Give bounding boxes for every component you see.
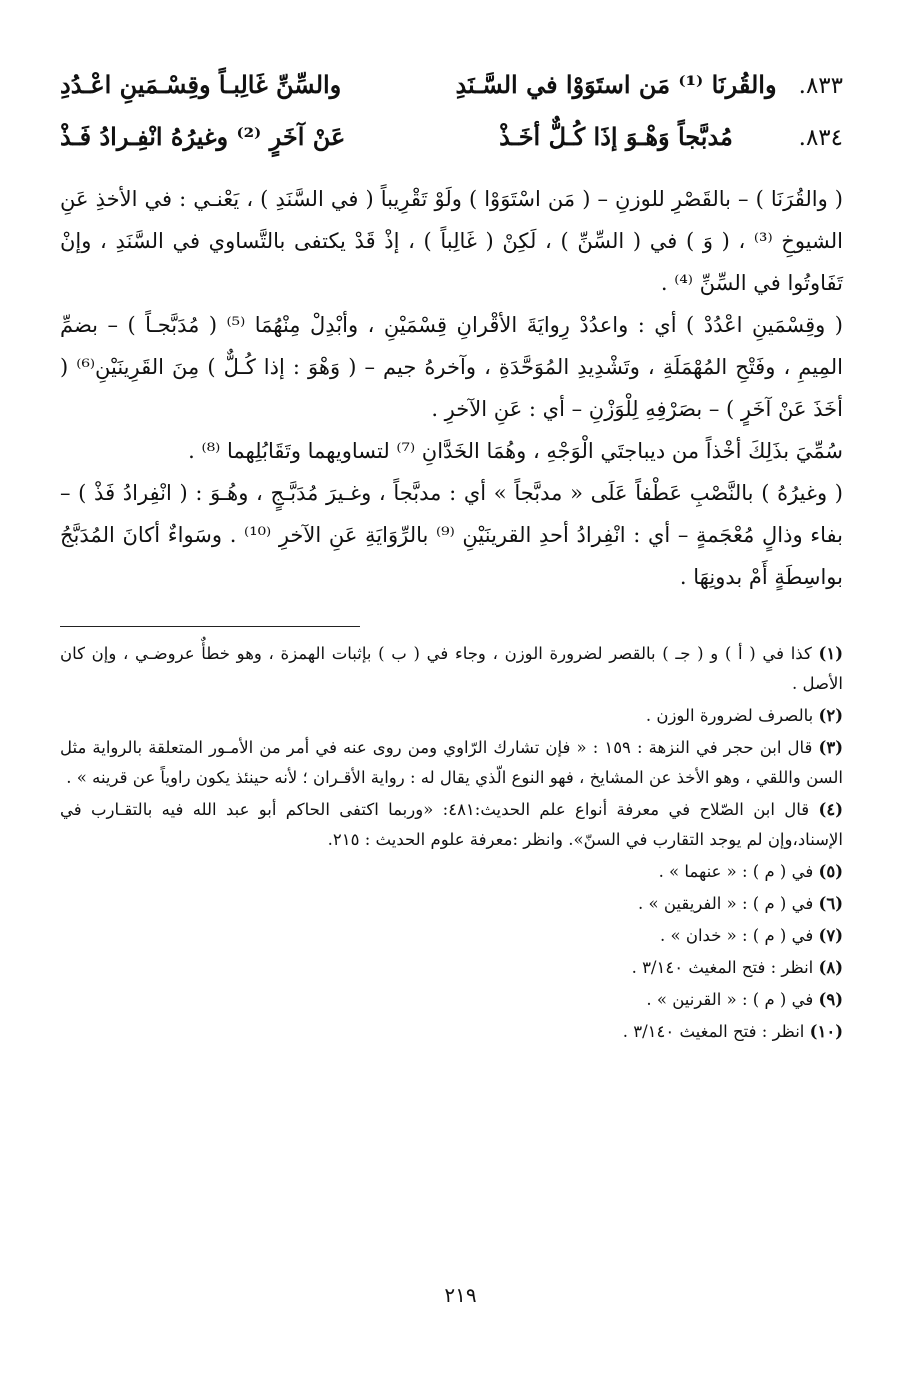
footnote — [60, 953, 843, 983]
verse-number: ٨٣٤. — [798, 125, 843, 151]
verse-hemistich-first: مُدبَّجاً وَهْـوَ إذَا كُـلٌّ أخَـذْ — [499, 122, 733, 151]
footnote-label: (٧) — [818, 926, 843, 945]
footnote — [60, 1017, 843, 1047]
footnote-label: (٥) — [818, 862, 843, 881]
footnote-text: في ( م ) : « الفريقين » . — [638, 894, 814, 913]
footnote-text: في ( م ) : « خدان » . — [660, 926, 814, 945]
footnote-text: في ( م ) : « عنهما » . — [658, 862, 814, 881]
footnote-text: كذا في ( أ ) و ( جـ ) بالقصر لضرورة الوزن ، وجاء في ( ب ) بإثبات الهمزة ، وهو خطأٌ عروضـي ، وإن كان الأصل . — [60, 644, 843, 693]
footnote-text: بالصرف لضرورة الوزن . — [645, 706, 814, 725]
footnote-label: (٩) — [818, 990, 843, 1009]
footnote-label: (١) — [818, 644, 843, 663]
footnote-text: قال ابن الصّلاح في معرفة أنواع علم الحديث:٤٨١: «وربما اكتفى الحاكم أبو عبد الله فيه بالتقـارب في الإسناد،وإن لم يوجد التقارب في السنّ». وانظر :معرفة علوم الحديث : ٢١٥. — [60, 800, 843, 849]
commentary-paragraph: سُمِّيَ بذَلِكَ أخْذاً من ديباجتَي الْوَجْهِ ، وهُمَا الخَدَّانِ ⁽⁷⁾ لتساويهما وتَقَابُلِهما ⁽⁸⁾ . — [188, 439, 843, 463]
footnote-text: في ( م ) : « القرنين » . — [646, 990, 814, 1009]
footnote-text: انظر : فتح المغيث ٣/١٤٠ . — [631, 958, 814, 977]
verse-hemistich-first: والقُرنَا ⁽¹⁾ مَن استَوَوْا في السَّـنَدِ — [455, 70, 777, 99]
verse-833 — [60, 70, 843, 122]
footnote — [60, 921, 843, 951]
footnote — [60, 985, 843, 1015]
footnote-label: (٦) — [818, 894, 843, 913]
verse-hemistich-second: والسِّنِّ غَالِبـاً وقِسْـمَينِ اعْـدُدِ — [60, 70, 342, 99]
footnote — [60, 795, 843, 855]
footnote — [60, 733, 843, 793]
commentary-paragraph: ( وقِسْمَينِ اعْدُدْ ) أي : واعدُدْ رِوايَةَ الأقْرانِ قِسْمَيْنِ ، وأبْدِلْ مِنْهُمَا ⁽⁵⁾ ( مُدَبَّجـاً ) – بضمِّ المِيمِ ، وفَتْحِ المُهْمَلَةِ ، وتَشْدِيدِ المُوَحَّدَةِ ، وآخرهُ جيم – ( وَهْوَ : إذا كُـلٌّ ) مِنَ القَرِينَيْنِ⁽⁶⁾ ( أخَذَ عَنْ آخَرٍ ) – بصَرْفِهِ لِلْوَزْنِ – أي : عَنِ الآخرِ . — [60, 313, 843, 421]
footnote-label: (٢) — [818, 706, 843, 725]
footnote-divider — [60, 626, 360, 627]
footnote-label: (٤) — [818, 800, 844, 819]
footnote-label: (١٠) — [809, 1022, 843, 1041]
commentary-paragraph: ( وغيرُهُ ) بالنَّصْبِ عَطْفاً عَلَى « مدبَّجاً » أي : مدبَّجاً ، وغـيرَ مُدَبَّـجٍ ، وهُـوَ : ( انْفِرادُ فَذْ ) – بفاء وذالٍ مُعْجَمةٍ – أي : انْفِرادُ أحدِ القرينَيْنِ ⁽⁹⁾ بالرِّوَايَةِ عَنِ الآخرِ ⁽¹⁰⁾ . وسَواءٌ أكانَ المُدَبَّجُ بواسِطَةٍ أَمْ بدونِهَا . — [60, 481, 843, 589]
verse-hemistich-second: عَنْ آخَرٍ ⁽²⁾ وغيرُهُ انْفِـرادُ فَـذْ — [60, 122, 346, 151]
footnote — [60, 857, 843, 887]
verse-834 — [60, 122, 843, 174]
page-number: ٢١٩ — [444, 1283, 477, 1307]
commentary-paragraph: ( والقُرَنَا ) – بالقَصْرِ للوزنِ – ( مَن اسْتَوَوْا ) ولَوْ تَقْرِيباً ( في السَّنَدِ ) ، يَعْنـي : في الأخذِ عَنِ الشيوخِ ⁽³⁾ ، ( وَ ) في ( السِّنِّ ) ، لَكِنْ ( غَالِباً ) ، إذْ قَدْ يكتفى بالتَّساوي في السَّنَدِ ، وإنْ تَفَاوتُوا في السِّنِّ ⁽⁴⁾ . — [60, 187, 843, 295]
footnote — [60, 639, 843, 699]
footnote-text: انظر : فتح المغيث ٣/١٤٠ . — [622, 1022, 805, 1041]
footnote — [60, 701, 843, 731]
footnotes — [60, 639, 843, 1047]
footnote-label: (٣) — [818, 738, 843, 757]
footnote-label: (٨) — [818, 958, 843, 977]
verse-number: ٨٣٣. — [798, 73, 843, 99]
footnote-text: قال ابن حجر في النزهة : ١٥٩ : « فإن تشارك الرّاوي ومن روى عنه في أمر من الأمـور المتعلقة بالرواية مثل السن واللقي ، وهو الأخذ عن المشايخ ، فهو النوع الّذي يقال له : رواية الأقـران ؛ لأنه حينئذ يكون راوياً عن قرينه » . — [60, 738, 843, 787]
footnote — [60, 889, 843, 919]
book-page — [60, 70, 843, 1334]
